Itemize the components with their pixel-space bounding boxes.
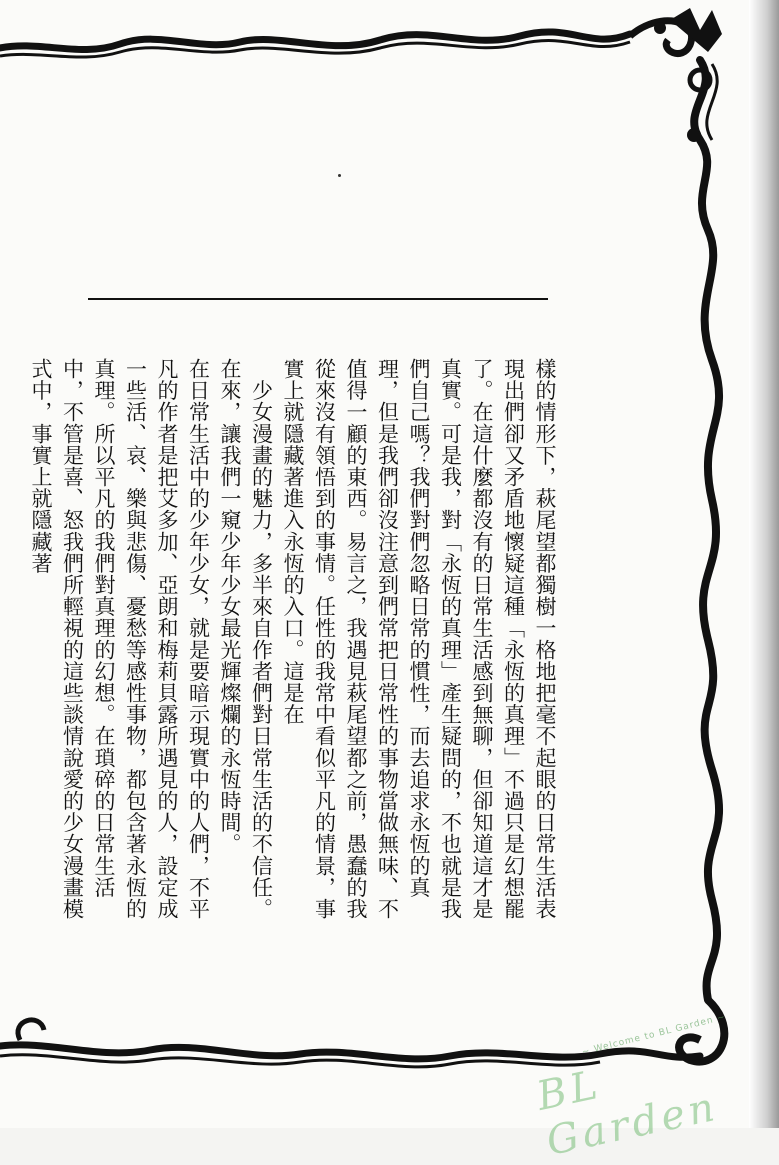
paragraph-2: 少女漫畫的魅力，多半來自作者們對日常生活的不信任。在來，讓我們一窺少年少女最光輝燦爛的永恆時間。 xyxy=(218,358,274,920)
body-text xyxy=(29,358,560,938)
watermark xyxy=(520,1012,770,1165)
paragraph-1: 在日常生活中的少年少女，就是要暗示現實中的人們，不平凡的作者是把艾多加、亞朗和梅莉貝露所遇見的人，設定成一些活、哀、樂與悲傷、憂愁等感性事物，都包含著永恆的真理。所以平凡的我們對真理的幻想。在瑣碎的日常生活中，不管是喜、怒我們所輕視的這些談情說愛的少女漫畫模式中，事實上就隱藏著 xyxy=(29,358,211,920)
watermark-text: BL Garden xyxy=(532,1061,723,1165)
section-rule xyxy=(88,298,548,300)
watermark-small-text: ~ Welcome to BL Garden ~ xyxy=(580,1012,727,1058)
paragraph-3: 樣的情形下，萩尾望都獨樹一格地把毫不起眼的日常生活表現出們卻又矛盾地懷疑這種「永恆的真理」不過只是幻想罷了。在這什麼都沒有的日常生活感到無聊，但卻知道這才是真實。可是我，對「永恆的真理」產生疑問的，不也就是我們自己嗎？我們對們忽略日常的慣性，而去追求永恆的真理，但是我們卻沒注意到們常把日常性的事物當做無味、不值得一顧的東西。易言之，我遇見萩尾望都之前，愚蠢的我從來沒有領悟到的事情。任性的我常中看似平凡的情景，事實上就隱藏著進入永恆的入口。這是在 xyxy=(281,358,557,920)
print-speck xyxy=(338,174,341,177)
